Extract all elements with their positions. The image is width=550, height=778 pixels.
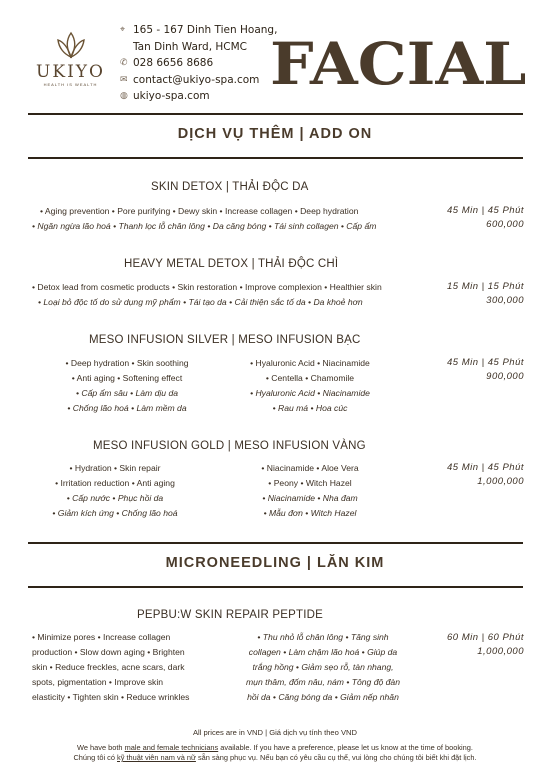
benefit-line: • Thu nhỏ lỗ chân lông • Tăng sinh [257,632,389,642]
email-link[interactable]: contact@ukiyo-spa.com [133,73,260,86]
service-ingredient: • Hyaluronic Acid • Niacinamide [250,388,370,398]
service-duration: 60 Min | 60 Phút [446,632,524,643]
email-icon: ✉ [120,74,128,85]
service-title: HEAVY METAL DETOX | THẢI ĐỘC CHÌ [124,258,339,270]
service-price [447,281,524,306]
logo-wordmark: UKIYO [36,62,105,82]
service-ingredient: • Niacinamide • Aloe Vera [261,463,359,473]
address-line-2: Tan Dinh Ward, HCMC [133,40,247,53]
service-title: PEPBU:W SKIN REPAIR PEPTIDE [137,609,324,621]
phone-row [120,55,277,72]
service-ingredient: • Rau má • Hoa cúc [272,403,348,413]
benefit-line: skin • Reduce freckles, acne scars, dark [32,662,185,672]
benefit-line: collagen • Làm chậm lão hoá • Giúp da [248,647,398,657]
service-benefits-en [32,630,222,705]
benefit-line: production • Slow down aging • Brighten [32,647,185,657]
service-price [447,205,524,230]
service-duration: 45 Min | 45 Phút [446,462,524,473]
price-note: All prices are in VND | Giá dịch vụ tính theo VND [192,728,358,737]
service-amount: 1,000,000 [477,476,524,487]
divider [28,542,523,544]
service-benefit: • Chống lão hoá • Làm mềm da [67,403,187,413]
benefit-line: mụn thâm, đốm nâu, nám • Tông độ đàn [246,677,400,687]
location-pin-icon: ⌖ [120,25,126,35]
divider [28,113,523,115]
service-benefits-vi: • Loại bỏ độc tố do sử dụng mỹ phẩm • Tái tạo da • Cải thiện sắc tố da • Da khoẻ hơn [38,297,363,307]
benefit-line: trắng hồng • Giảm sẹo rỗ, tàn nhang, [252,662,394,672]
technician-note-vi: Chúng tôi có kỹ thuật viên nam và nữ sẵn sàng phục vụ. Nếu bạn có yêu cầu cụ thể, vui lòng cho chúng tôi biết khi đặt lịch. [73,753,477,762]
benefit-line: hồi da • Căng bóng da • Giảm nếp nhăn [247,692,399,702]
service-amount: 900,000 [486,371,524,382]
service-benefits-vi [228,630,418,705]
contact-block [120,22,277,105]
technicians-link[interactable]: male and female technicians [124,743,219,752]
service-benefit: • Hydration • Skin repair [69,463,161,473]
service-price [447,357,524,382]
logo-tagline: HEALTH IS WEALTH [43,82,98,87]
address-line-1: 165 - 167 Dinh Tien Hoang, [133,24,278,36]
address-row [120,22,277,39]
technicians-link-vi[interactable]: kỹ thuật viên nam và nữ [117,753,196,762]
service-benefits-en: • Detox lead from cosmetic products • Skin restoration • Improve complexion • Healthier skin [32,282,382,292]
service-duration: 15 Min | 15 Phút [446,281,524,292]
service-price [447,462,524,487]
website-row [120,88,277,105]
website-link[interactable]: ukiyo-spa.com [133,90,210,102]
service-benefit: • Giảm kích ứng • Chống lão hoá [52,508,178,518]
service-ingredient: • Mẫu đơn • Witch Hazel [263,508,357,518]
service-benefit: • Anti aging • Softening effect [71,373,183,383]
benefit-line: spots, pigmentation • Improve skin [32,677,164,687]
globe-icon: ◍ [120,91,128,101]
service-duration: 45 Min | 45 Phút [446,205,524,216]
service-title: SKIN DETOX | THẢI ĐỘC DA [151,181,309,193]
service-price [447,632,524,657]
service-ingredient: • Peony • Witch Hazel [268,478,352,488]
divider [28,157,523,159]
service-benefit: • Cấp nước • Phục hồi da [66,493,164,503]
address-row-2 [120,39,277,56]
service-duration: 45 Min | 45 Phút [446,357,524,368]
phone-number[interactable]: 028 6656 8686 [133,57,214,69]
service-title: MESO INFUSION GOLD | MESO INFUSION VÀNG [93,440,366,452]
service-benefits-vi: • Ngăn ngừa lão hoá • Thanh lọc lỗ chân lông • Da căng bóng • Tái sinh collagen • Cấp ẩm [32,221,377,231]
service-amount: 300,000 [486,295,524,306]
service-benefit: • Deep hydration • Skin soothing [65,358,189,368]
service-benefit: • Cấp ẩm sâu • Làm dịu da [75,388,179,398]
technician-note-en: We have both male and female technicians available. If you have a preference, please let us know at the time of booking. [77,743,473,752]
service-ingredient: • Centella • Chamomile [265,373,355,383]
divider [28,586,523,588]
service-ingredient: • Niacinamide • Nha đam [262,493,358,503]
microneedling-heading: MICRONEEDLING | LĂN KIM [165,555,385,571]
brand-logo [28,30,113,100]
service-title: MESO INFUSION SILVER | MESO INFUSION BẠC [89,334,361,346]
email-row [120,72,277,89]
service-amount: 600,000 [486,219,524,230]
page-title: FACIAL [270,30,527,98]
technician-note [0,743,550,763]
service-benefits-en: • Aging prevention • Pore purifying • Dewy skin • Increase collagen • Deep hydration [40,206,359,216]
phone-icon: ✆ [120,58,128,68]
lotus-icon [54,30,88,60]
addon-heading: DỊCH VỤ THÊM | ADD ON [177,126,373,142]
service-benefit: • Irritation reduction • Anti aging [55,478,175,488]
benefit-line: elasticity • Tighten skin • Reduce wrinkles [32,692,190,702]
service-amount: 1,000,000 [477,646,524,657]
benefit-line: • Minimize pores • Increase collagen [32,632,171,642]
service-ingredient: • Hyaluronic Acid • Niacinamide [250,358,370,368]
